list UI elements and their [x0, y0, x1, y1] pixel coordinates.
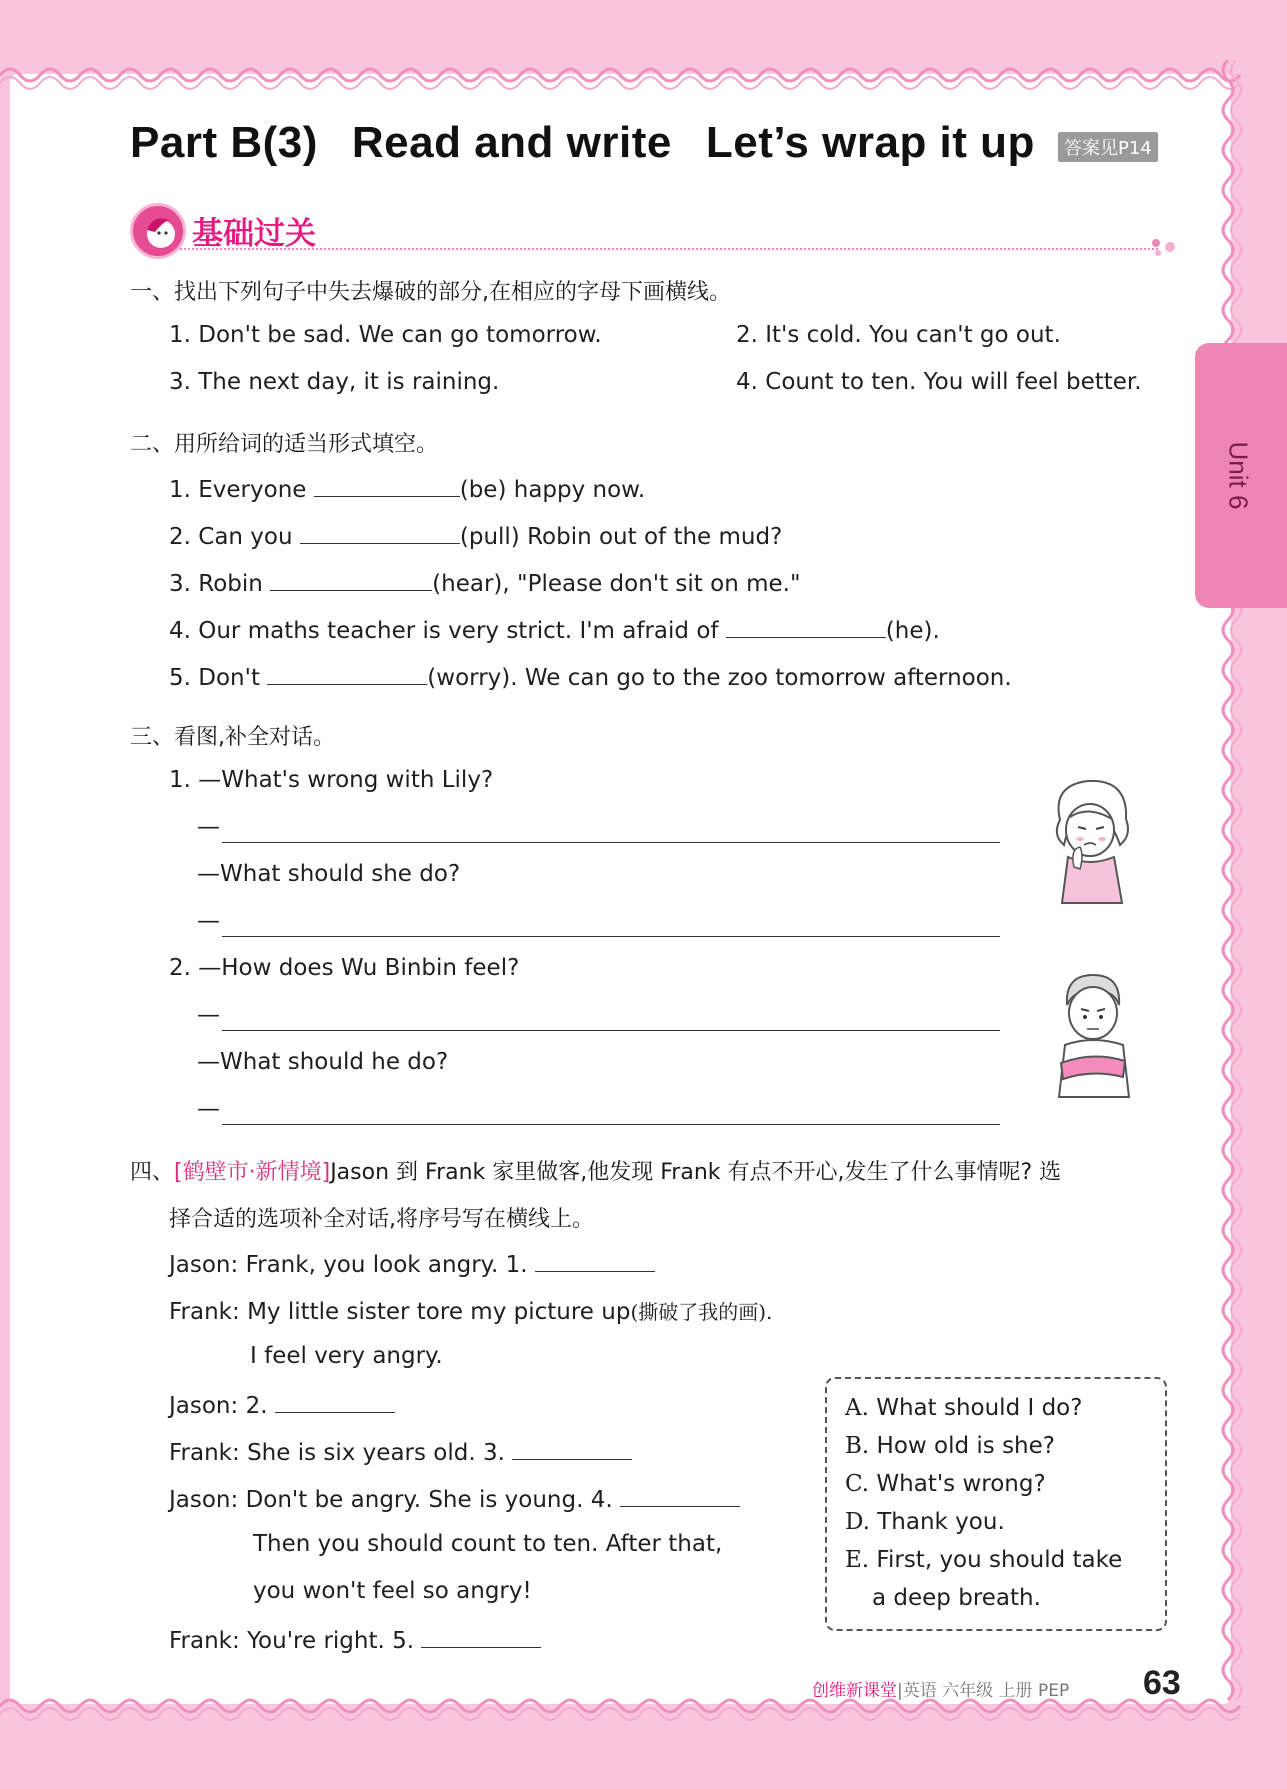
option-d-text: Thank you.	[877, 1509, 1005, 1535]
q4-source-tag: [鹤壁市·新情境]	[174, 1160, 331, 1185]
unit-side-tab-label: Unit 6	[1223, 441, 1254, 510]
q4-line-2-gloss: (撕破了我的画).	[630, 1300, 773, 1324]
q3-d2-dash-2: —	[197, 1096, 220, 1122]
q3-d1-answer-line-2[interactable]	[222, 936, 1000, 937]
q1-heading: 一、找出下列句子中失去爆破的部分,在相应的字母下画横线。	[130, 280, 731, 305]
option-e-continued: a deep breath.	[872, 1585, 1041, 1611]
q2-item-2-post: (pull) Robin out of the mud?	[459, 524, 783, 550]
footer-brand: 创维新课堂	[812, 1681, 897, 1701]
q3-d1-question-2: —What should she do?	[197, 861, 461, 887]
q4-line-6	[169, 1484, 740, 1513]
option-b-text: How old is she?	[876, 1433, 1055, 1459]
q1-item-4: 4. Count to ten. You will feel better.	[736, 369, 1142, 395]
footer-info	[812, 1676, 1069, 1701]
q2-item-3-post: (hear), "Please don't sit on me."	[432, 571, 801, 597]
q2-item-1-post: (be) happy now.	[459, 477, 646, 503]
q2-item-2-pre: 2. Can you	[169, 524, 293, 550]
q4-line-6-text: Jason: Don't be angry. She is young. 4.	[169, 1487, 613, 1513]
q3-d1-dash-1: —	[197, 814, 220, 840]
q2-heading: 二、用所给词的适当形式填空。	[130, 432, 439, 457]
q2-item-1-pre: 1. Everyone	[169, 477, 307, 503]
q4-line-4-text: Jason: 2.	[169, 1393, 268, 1419]
section-badge-icon	[130, 203, 186, 259]
q2-item-3	[169, 568, 801, 597]
q4-line-2	[169, 1296, 772, 1325]
top-wavy-border	[0, 55, 1287, 95]
q4-line-8: you won't feel so angry!	[253, 1578, 532, 1604]
q1-item-1: 1. Don't be sad. We can go tomorrow.	[169, 322, 602, 348]
right-wavy-border	[1218, 60, 1244, 1710]
q2-item-1	[169, 474, 645, 503]
q2-item-3-pre: 3. Robin	[169, 571, 263, 597]
q2-item-4-post: (he).	[885, 618, 940, 644]
q4-blank-5[interactable]	[421, 1625, 541, 1648]
section-title: 基础过关	[192, 216, 316, 252]
option-c-key: C.	[845, 1471, 870, 1497]
q2-blank-2[interactable]	[300, 521, 460, 544]
q2-blank-5[interactable]	[267, 662, 427, 685]
q4-line-2-text: Frank: My little sister tore my picture up	[169, 1299, 631, 1325]
q4-line-9	[169, 1625, 541, 1654]
q4-blank-4[interactable]	[620, 1484, 740, 1507]
section-dots-icon	[1148, 237, 1178, 257]
q4-blank-3[interactable]	[512, 1437, 632, 1460]
footer-separator: |	[897, 1681, 903, 1701]
girl-thinking-illustration	[1040, 775, 1140, 910]
title-part: Part B(3)	[130, 118, 318, 167]
q2-item-5-post: (worry). We can go to the zoo tomorrow afternoon.	[427, 665, 1012, 691]
option-e	[845, 1547, 1122, 1573]
section-divider	[180, 248, 1158, 250]
q4-heading-text: Jason 到 Frank 家里做客,他发现 Frank 有点不开心,发生了什么事情呢? 选	[330, 1160, 1062, 1185]
q3-d1-dash-2: —	[197, 908, 220, 934]
q4-line-3: I feel very angry.	[250, 1343, 443, 1369]
boy-arms-crossed-illustration	[1045, 965, 1140, 1105]
page-number: 63	[1143, 1664, 1181, 1702]
q2-blank-4[interactable]	[726, 615, 886, 638]
footer-details: 英语 六年级 上册 PEP	[902, 1681, 1070, 1701]
q4-line-4	[169, 1390, 395, 1419]
q2-item-5	[169, 662, 1012, 691]
q1-item-3: 3. The next day, it is raining.	[169, 369, 500, 395]
answer-reference-badge: 答案见P14	[1058, 132, 1158, 162]
q4-number: 四、	[130, 1160, 175, 1185]
q1-item-2: 2. It's cold. You can't go out.	[736, 322, 1061, 348]
q4-blank-2[interactable]	[275, 1390, 395, 1413]
q2-item-5-pre: 5. Don't	[169, 665, 260, 691]
option-c	[845, 1471, 1046, 1497]
title-wrap-up: Let’s wrap it up	[705, 118, 1035, 167]
title-read-write: Read and write	[351, 118, 672, 167]
option-b	[845, 1433, 1055, 1459]
page-title	[130, 118, 1035, 168]
q2-blank-1[interactable]	[314, 474, 460, 497]
q3-d2-question-2: —What should he do?	[197, 1049, 449, 1075]
q3-heading: 三、看图,补全对话。	[130, 725, 335, 750]
q4-line-7: Then you should count to ten. After that,	[253, 1531, 723, 1557]
q4-line-9-text: Frank: You're right. 5.	[169, 1628, 415, 1654]
option-e-text: First, you should take	[876, 1547, 1123, 1573]
q2-blank-3[interactable]	[270, 568, 432, 591]
q3-d2-question-1: 2. —How does Wu Binbin feel?	[169, 955, 520, 981]
q4-line-5-text: Frank: She is six years old. 3.	[169, 1440, 505, 1466]
bottom-wavy-border	[0, 1692, 1287, 1732]
option-d-key: D.	[845, 1509, 870, 1535]
option-c-text: What's wrong?	[876, 1471, 1046, 1497]
option-a-key: A.	[845, 1395, 869, 1421]
option-d	[845, 1509, 1005, 1535]
q3-d1-question-1: 1. —What's wrong with Lily?	[169, 767, 494, 793]
option-b-key: B.	[845, 1433, 870, 1459]
q4-line-5	[169, 1437, 632, 1466]
q4-line-1	[169, 1249, 655, 1278]
q3-d2-answer-line-2[interactable]	[222, 1124, 1000, 1125]
q2-item-2	[169, 521, 782, 550]
q3-d2-answer-line-1[interactable]	[222, 1030, 1000, 1031]
q3-d1-answer-line-1[interactable]	[222, 842, 1000, 843]
option-e-key: E.	[845, 1547, 870, 1573]
q2-item-4-pre: 4. Our maths teacher is very strict. I'm afraid of	[169, 618, 719, 644]
q4-line-1-text: Jason: Frank, you look angry. 1.	[169, 1252, 528, 1278]
option-a-text: What should I do?	[876, 1395, 1083, 1421]
q3-d2-dash-1: —	[197, 1002, 220, 1028]
q4-blank-1[interactable]	[535, 1249, 655, 1272]
q2-item-4	[169, 615, 940, 644]
q4-heading-line-2: 择合适的选项补全对话,将序号写在横线上。	[169, 1207, 594, 1232]
option-a	[845, 1395, 1082, 1421]
q4-heading	[130, 1155, 1061, 1186]
